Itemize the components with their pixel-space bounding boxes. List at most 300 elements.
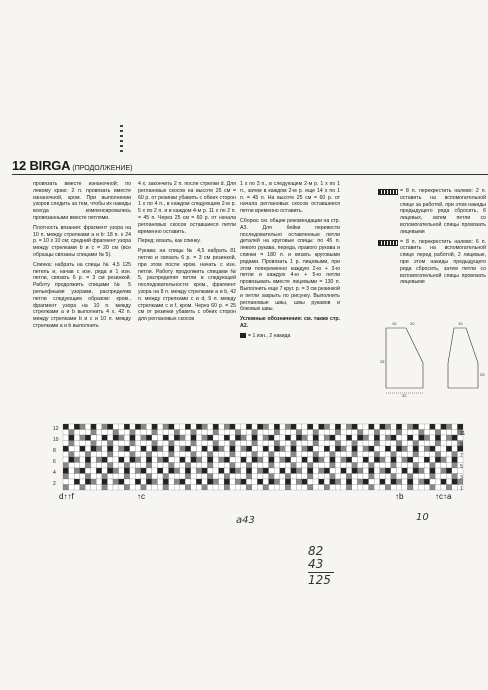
- chart-cell: [424, 485, 430, 491]
- chart-cell: [346, 485, 352, 491]
- chart-cell: [274, 424, 280, 430]
- chart-cell: [430, 424, 436, 430]
- chart-cell: [369, 446, 375, 452]
- chart-cell: [330, 485, 336, 491]
- chart-cell: [124, 452, 130, 458]
- chart-cell: [96, 441, 102, 447]
- chart-cell: [113, 479, 119, 485]
- chart-cell: [146, 424, 152, 430]
- chart-cell: [307, 452, 313, 458]
- chart-cell: [174, 463, 180, 469]
- chart-cell: [113, 446, 119, 452]
- chart-cell: [424, 457, 430, 463]
- chart-cell: [369, 452, 375, 458]
- chart-cell: [302, 435, 308, 441]
- paragraph-gauge: Плотность вязания: фрагмент узора на 10 п. между стрелками a и b: 18 п. x 24 р. = 10 x 10 см; средний фрагмент узора между стрелками b и c = 20 см (все образцы связаны спицами № 5).: [33, 224, 131, 258]
- chart-cell: [230, 441, 236, 447]
- chart-cell: [180, 430, 186, 436]
- chart-cell: [280, 479, 286, 485]
- chart-cell: [313, 435, 319, 441]
- chart-cell: [230, 479, 236, 485]
- chart-cell: [124, 430, 130, 436]
- chart-cell: [174, 468, 180, 474]
- chart-cell: [213, 474, 219, 480]
- chart-cell: [263, 452, 269, 458]
- chart-cell: [285, 474, 291, 480]
- chart-cell: [319, 452, 325, 458]
- chart-cell: [424, 441, 430, 447]
- chart-cell: [185, 435, 191, 441]
- chart-cell: [180, 485, 186, 491]
- chart-cell: [246, 479, 252, 485]
- chart-cell: [219, 435, 225, 441]
- chart-cell: [296, 468, 302, 474]
- chart-cell: [119, 446, 125, 452]
- chart-cell: [241, 435, 247, 441]
- chart-cell: [119, 441, 125, 447]
- chart-cell: [157, 446, 163, 452]
- chart-cell: [341, 435, 347, 441]
- chart-cell: [252, 485, 258, 491]
- chart-cell: [63, 446, 69, 452]
- chart-cell: [157, 463, 163, 469]
- chart-cell: [430, 430, 436, 436]
- chart-cell: [80, 441, 86, 447]
- chart-cell: [141, 485, 147, 491]
- chart-cell: [435, 430, 441, 436]
- chart-cell: [346, 479, 352, 485]
- chart-cell: [74, 457, 80, 463]
- chart-cell: [419, 468, 425, 474]
- chart-cell: [302, 468, 308, 474]
- chart-cell: [441, 485, 447, 491]
- chart-cell: [202, 485, 208, 491]
- chart-cell: [352, 435, 358, 441]
- row-number: 1: [460, 486, 463, 492]
- chart-cell: [107, 430, 113, 436]
- chart-cell: [396, 430, 402, 436]
- chart-cell: [452, 446, 458, 452]
- chart-cell: [107, 485, 113, 491]
- chart-cell: [163, 424, 169, 430]
- chart-cell: [124, 424, 130, 430]
- chart-cell: [196, 468, 202, 474]
- chart-cell: [374, 468, 380, 474]
- chart-cell: [124, 474, 130, 480]
- chart-cell: [357, 485, 363, 491]
- chart-cell: [91, 446, 97, 452]
- chart-cell: [196, 435, 202, 441]
- chart-cell: [363, 463, 369, 469]
- chart-cell: [324, 441, 330, 447]
- chart-cell: [224, 441, 230, 447]
- chart-cell: [419, 485, 425, 491]
- chart-cell: [157, 474, 163, 480]
- chart-cell: [313, 479, 319, 485]
- chart-cell: [174, 446, 180, 452]
- chart-cell: [319, 446, 325, 452]
- chart-cell: [413, 446, 419, 452]
- chart-cell: [241, 485, 247, 491]
- chart-cell: [63, 468, 69, 474]
- chart-cell: [291, 457, 297, 463]
- chart-cell: [424, 424, 430, 430]
- chart-cell: [274, 468, 280, 474]
- chart-cell: [74, 424, 80, 430]
- chart-cell: [91, 435, 97, 441]
- chart-cell: [407, 463, 413, 469]
- chart-cell: [252, 435, 258, 441]
- chart-cell: [269, 468, 275, 474]
- chart-cell: [69, 446, 75, 452]
- chart-cell: [285, 452, 291, 458]
- chart-cell: [135, 463, 141, 469]
- chart-cell: [91, 452, 97, 458]
- chart-cell: [80, 435, 86, 441]
- chart-cell: [74, 468, 80, 474]
- paragraph-back: Спинка: набрать на спицы № 4,5 125 петель и, начав с изн. ряда и 1 изн. петли, связать 6 р. = 3 см резинкой. Работу продолжить спицами № 5 рельефными узорами, распределив петли следующим образом: кром., фрагмент узора на 10 п. между стрелками a и b выполнить 4 х, 42 п. между стрелками b и с и 10 п. между стрелками a и b выполнить: [33, 261, 131, 329]
- chart-cell: [146, 468, 152, 474]
- chart-cell: [85, 446, 91, 452]
- chart-cell: [107, 463, 113, 469]
- chart-cell: [346, 441, 352, 447]
- chart-cell: [385, 479, 391, 485]
- row-number: 4: [53, 470, 56, 476]
- chart-cell: [407, 479, 413, 485]
- chart-cell: [346, 457, 352, 463]
- chart-cell: [219, 463, 225, 469]
- chart-cell: [385, 452, 391, 458]
- chart-cell: [369, 463, 375, 469]
- chart-cell: [307, 474, 313, 480]
- chart-cell: [146, 441, 152, 447]
- chart-cell: [280, 474, 286, 480]
- chart-cell: [196, 479, 202, 485]
- text-column-3: [240, 181, 340, 343]
- chart-cell: [302, 452, 308, 458]
- chart-cell: [63, 485, 69, 491]
- chart-cell: [446, 457, 452, 463]
- chart-cell: [80, 474, 86, 480]
- chart-cell: [96, 457, 102, 463]
- row-number: 8: [53, 448, 56, 454]
- chart-cell: [113, 424, 119, 430]
- chart-cell: [74, 441, 80, 447]
- chart-cell: [246, 430, 252, 436]
- chart-cell: [274, 446, 280, 452]
- chart-cell: [252, 441, 258, 447]
- chart-cell: [413, 435, 419, 441]
- chart-cell: [391, 452, 397, 458]
- chart-cell: [357, 424, 363, 430]
- chart-cell: [263, 446, 269, 452]
- chart-cell: [235, 435, 241, 441]
- chart-cell: [419, 474, 425, 480]
- chart-cell: [363, 452, 369, 458]
- chart-cell: [191, 479, 197, 485]
- chart-cell: [352, 479, 358, 485]
- chart-cell: [235, 474, 241, 480]
- chart-cell: [202, 479, 208, 485]
- chart-cell: [163, 452, 169, 458]
- chart-cell: [402, 468, 408, 474]
- chart-cell: [430, 441, 436, 447]
- chart-cell: [435, 479, 441, 485]
- chart-cell: [207, 446, 213, 452]
- chart-cell: [80, 446, 86, 452]
- chart-cell: [380, 468, 386, 474]
- chart-cell: [435, 446, 441, 452]
- chart-cell: [196, 474, 202, 480]
- chart-cell: [263, 474, 269, 480]
- chart-cell: [407, 424, 413, 430]
- chart-cell: [380, 430, 386, 436]
- chart-cell: [357, 468, 363, 474]
- chart-cell: [96, 474, 102, 480]
- chart-cell: [230, 457, 236, 463]
- chart-cell: [219, 446, 225, 452]
- chart-cell: [430, 485, 436, 491]
- chart-cell: [369, 435, 375, 441]
- chart-cell: [63, 474, 69, 480]
- chart-cell: [257, 474, 263, 480]
- chart-cell: [135, 435, 141, 441]
- chart-cell: [363, 446, 369, 452]
- chart-cell: [452, 424, 458, 430]
- chart-cell: [330, 430, 336, 436]
- chart-cell: [419, 479, 425, 485]
- chart-cell: [169, 446, 175, 452]
- chart-cell: [446, 446, 452, 452]
- chart-cell: [124, 479, 130, 485]
- chart-cell: [446, 430, 452, 436]
- chart-cell: [369, 474, 375, 480]
- row-number: 6: [53, 459, 56, 465]
- chart-cell: [407, 468, 413, 474]
- chart-cell: [141, 435, 147, 441]
- dim-label: 10: [392, 321, 397, 326]
- chart-cell: [107, 435, 113, 441]
- chart-cell: [224, 468, 230, 474]
- chart-cell: [402, 457, 408, 463]
- chart-cell: [419, 452, 425, 458]
- chart-cell: [280, 457, 286, 463]
- chart-cell: [263, 463, 269, 469]
- chart-cell: [213, 430, 219, 436]
- chart-cell: [319, 430, 325, 436]
- chart-cell: [346, 430, 352, 436]
- chart-cell: [380, 446, 386, 452]
- chart-cell: [280, 485, 286, 491]
- chart-cell: [357, 435, 363, 441]
- chart-cell: [141, 463, 147, 469]
- chart-cell: [435, 457, 441, 463]
- chart-cell: [302, 424, 308, 430]
- chart-cell: [335, 446, 341, 452]
- chart-cell: [319, 479, 325, 485]
- chart-cell: [302, 446, 308, 452]
- chart-cell: [363, 430, 369, 436]
- chart-cell: [163, 463, 169, 469]
- chart-cell: [385, 485, 391, 491]
- chart-cell: [424, 446, 430, 452]
- chart-cell: [280, 446, 286, 452]
- chart-cell: [424, 452, 430, 458]
- chart-cell: [63, 441, 69, 447]
- chart-cell: [130, 468, 136, 474]
- chart-cell: [307, 424, 313, 430]
- chart-cell: [113, 435, 119, 441]
- chart-cell: [119, 474, 125, 480]
- chart-cell: [146, 430, 152, 436]
- chart-cell: [385, 435, 391, 441]
- chart-cell: [96, 452, 102, 458]
- calc-line: 43: [308, 557, 324, 571]
- chart-cell: [435, 441, 441, 447]
- chart-cell: [402, 430, 408, 436]
- chart-cell: [296, 463, 302, 469]
- chart-cell: [207, 452, 213, 458]
- chart-cell: [157, 441, 163, 447]
- chart-cell: [274, 463, 280, 469]
- chart-cell: [96, 468, 102, 474]
- chart-cell: [307, 441, 313, 447]
- chart-cell: [285, 430, 291, 436]
- chart-cell: [319, 435, 325, 441]
- chart-cell: [313, 446, 319, 452]
- chart-cell: [330, 457, 336, 463]
- chart-cell: [313, 468, 319, 474]
- chart-cell: [113, 430, 119, 436]
- chart-cell: [274, 430, 280, 436]
- row-number: 3: [460, 475, 463, 481]
- chart-cell: [124, 468, 130, 474]
- chart-cell: [252, 463, 258, 469]
- chart-marker-right: ↑c↑a: [435, 492, 452, 501]
- chart-cell: [230, 452, 236, 458]
- chart-cell: [363, 468, 369, 474]
- dim-label: 32: [402, 393, 407, 398]
- chart-cell: [213, 435, 219, 441]
- chart-cell: [130, 446, 136, 452]
- chart-cell: [430, 457, 436, 463]
- chart-cell: [341, 474, 347, 480]
- chart-cell: [74, 430, 80, 436]
- chart-cell: [341, 463, 347, 469]
- chart-cell: [269, 463, 275, 469]
- chart-cell: [413, 474, 419, 480]
- chart-cell: [219, 468, 225, 474]
- chart-cell: [224, 446, 230, 452]
- chart-cell: [85, 463, 91, 469]
- chart-cell: [435, 463, 441, 469]
- chart-cell: [413, 452, 419, 458]
- chart-cell: [69, 457, 75, 463]
- chart-cell: [424, 474, 430, 480]
- chart-cell: [241, 468, 247, 474]
- chart-cell: [91, 468, 97, 474]
- chart-cell: [269, 441, 275, 447]
- chart-cell: [391, 457, 397, 463]
- chart-cell: [274, 435, 280, 441]
- chart-cell: [441, 441, 447, 447]
- chart-cell: [230, 424, 236, 430]
- chart-cell: [319, 468, 325, 474]
- chart-cell: [124, 441, 130, 447]
- chart-cell: [352, 446, 358, 452]
- chart-cell: [152, 424, 158, 430]
- chart-cell: [219, 452, 225, 458]
- chart-cell: [135, 446, 141, 452]
- chart-cell: [413, 424, 419, 430]
- chart-cell: [185, 430, 191, 436]
- chart-cell: [191, 424, 197, 430]
- chart-cell: [307, 430, 313, 436]
- chart-cell: [141, 441, 147, 447]
- chart-cell: [369, 468, 375, 474]
- legend-text: = 8 п. перекрестить налево: 2 п. оставить на вспомогательной спице за работой, при этом накиды предыдущего ряда сбросить, 6 лицевых, затем петли со вспомогательной спицы провязать лицевыми: [400, 188, 486, 235]
- handwritten-note: a43: [236, 515, 255, 526]
- chart-cell: [263, 457, 269, 463]
- chart-cell: [324, 446, 330, 452]
- chart-cell: [285, 468, 291, 474]
- chart-cell: [269, 479, 275, 485]
- chart-cell: [235, 463, 241, 469]
- chart-cell: [374, 435, 380, 441]
- chart-cell: [169, 457, 175, 463]
- chart-cell: [324, 424, 330, 430]
- chart-cell: [313, 474, 319, 480]
- chart-cell: [424, 435, 430, 441]
- chart-cell: [341, 479, 347, 485]
- chart-cell: [285, 441, 291, 447]
- chart-cell: [269, 424, 275, 430]
- chart-cell: [441, 474, 447, 480]
- chart-cell: [252, 452, 258, 458]
- chart-cell: [169, 468, 175, 474]
- chart-cell: [285, 479, 291, 485]
- chart-cell: [74, 474, 80, 480]
- chart-cell: [352, 468, 358, 474]
- chart-cell: [307, 446, 313, 452]
- chart-cell: [363, 485, 369, 491]
- chart-cell: [185, 457, 191, 463]
- chart-cell: [191, 468, 197, 474]
- chart-cell: [196, 452, 202, 458]
- chart-cell: [324, 479, 330, 485]
- chart-cell: [196, 457, 202, 463]
- chart-cell: [391, 474, 397, 480]
- chart-cell: [185, 485, 191, 491]
- chart-cell: [252, 468, 258, 474]
- chart-cell: [207, 424, 213, 430]
- chart-cell: [146, 435, 152, 441]
- chart-cell: [230, 435, 236, 441]
- chart-cell: [363, 441, 369, 447]
- chart-cell: [302, 485, 308, 491]
- chart-cell: [91, 479, 97, 485]
- page-header: [12, 158, 132, 173]
- chart-cell: [352, 430, 358, 436]
- chart-cell: [430, 468, 436, 474]
- chart-cell: [263, 485, 269, 491]
- chart-cell: [346, 446, 352, 452]
- calc-result: 125: [308, 573, 331, 587]
- chart-cell: [207, 485, 213, 491]
- chart-cell: [169, 441, 175, 447]
- chart-cell: [430, 463, 436, 469]
- chart-cell: [163, 435, 169, 441]
